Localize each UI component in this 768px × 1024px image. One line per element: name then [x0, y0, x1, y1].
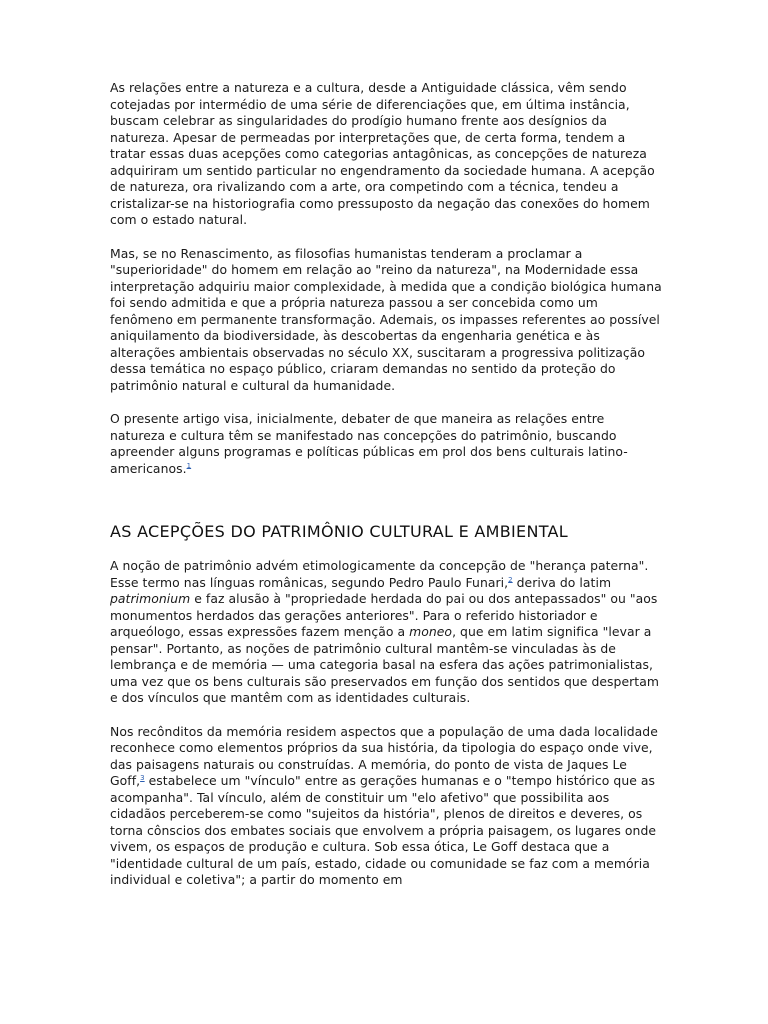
text-segment: , que em latim significa "levar a pensar". Portanto, as noções de patrimônio cultural mantêm-se vinculadas às de lembrança e de memória — uma categoria basal na esfera das ações patrimonialistas, uma vez que os bens culturais são preservados em função dos sentidos que despertam e dos vínculos que mantêm com as identidades culturais.	[110, 624, 659, 705]
paragraph-memoria	[110, 724, 662, 889]
latin-term-moneo: moneo	[409, 624, 453, 639]
text-segment: estabelece um "vínculo" entre as gerações humanas e o "tempo histórico que as acompanha". Tal vínculo, além de constituir um "elo afetivo" que possibilita aos cidadãos perceberem-se como "sujeitos da história", plenos de direitos e deveres, os torna cônscios dos embates sociais que envolvem a própria paisagem, os lugares onde vivem, os espaços de produção e cultura. Sob essa ótica, Le Goff destaca que a "identidade cultural de um país, estado, cidade ou comunidade se faz com a memória individual e coletiva"; a partir do momento em	[110, 773, 657, 887]
text-segment: A noção de patrimônio advém etimologicamente da concepção de "herança paterna". Esse termo nas línguas românicas, segundo Pedro Paulo Funari,	[110, 558, 649, 590]
text-segment: e faz alusão à "propriedade herdada do pai ou dos antepassados" ou "aos monumentos herdados das gerações anteriores". Para o referido historiador e arqueólogo, essas expressões fazem menção a	[110, 591, 658, 639]
paragraph-patrimonio	[110, 558, 662, 707]
text-segment: Nos recônditos da memória residem aspectos que a população de uma dada localidade reconhece como elementos próprios da sua história, da tipologia do espaço onde vive, das paisagens naturais ou construídas. A memória, do ponto de vista de Jaques Le Goff,	[110, 723, 658, 788]
paragraph-intro-3	[110, 411, 662, 477]
section-heading: AS ACEPÇÕES DO PATRIMÔNIO CULTURAL E AMBIENTAL	[110, 522, 569, 541]
paragraph-intro-2: Mas, se no Renascimento, as filosofias humanistas tenderam a proclamar a "superioridade" do homem em relação ao "reino da natureza", na Modernidade essa interpretação adquiriu maior complexidade, à medida que a condição biológica humana foi sendo admitida e que a própria natureza passou a ser concebida como um fenômeno em permanente transformação. Ademais, os impasses referentes ao possível aniquilamento da biodiversidade, às descobertas da engenharia genética e às alterações ambientais observadas no século XX, suscitaram a progressiva politização dessa temática no espaço público, criaram demandas no sentido da proteção do patrimônio natural e cultural da humanidade.	[110, 245, 662, 393]
latin-term-patrimonium: patrimonium	[110, 591, 191, 606]
article-body	[110, 80, 662, 906]
footnote-link-1[interactable]: 1	[186, 461, 192, 470]
footnote-link-3[interactable]: 3	[140, 773, 145, 782]
paragraph-intro-1: As relações entre a natureza e a cultura, desde a Antiguidade clássica, vêm sendo cotejadas por intermédio de uma série de diferenciações que, em última instância, buscam celebrar as singularidades do prodígio humano frente aos desígnios da natureza. Apesar de permeadas por interpretações que, de certa forma, tendem a tratar essas duas acepções como categorias antagônicas, as concepções de natureza adquiriram um sentido particular no engendramento da sociedade humana. A acepção de natureza, ora rivalizando com a arte, ora competindo com a técnica, tendeu a cristalizar-se na historiografia como pressuposto da negação das conexões do homem com o estado natural.	[110, 80, 655, 227]
text-segment: deriva do latim	[512, 574, 612, 590]
paragraph-text: O presente artigo visa, inicialmente, debater de que maneira as relações entre natureza e cultura têm se manifestado nas concepções do patrimônio, buscando apreender alguns programas e políticas públicas em prol dos bens culturais latino-americanos.	[110, 411, 628, 476]
footnote-link-2[interactable]: 2	[508, 575, 513, 584]
